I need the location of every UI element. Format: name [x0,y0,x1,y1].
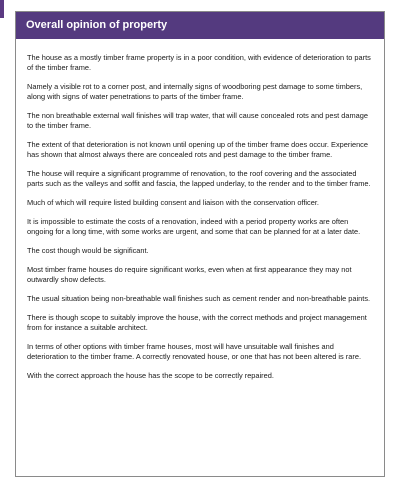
paragraph: The usual situation being non-breathable wall finishes such as cement render and non-breathable paints. [27,294,371,303]
paragraph: The house as a mostly timber frame property is in a poor condition, with evidence of deterioration to parts of the timber frame. [27,53,371,72]
paragraph: The cost though would be significant. [27,246,149,255]
paragraph: The non breathable external wall finishes will trap water, that will cause concealed rots and pest damage to the timber frame. [27,111,368,130]
section-header [16,12,384,39]
section-title: Overall opinion of property [26,19,168,31]
paragraph: The extent of that deterioration is not known until opening up of the timber frame does occur. Experience has shown that almost always there are concealed rots and pest damage to the timber frame. [27,140,368,159]
paragraph: Much of which will require listed building consent and liaison with the conservation officer. [27,198,319,207]
left-margin-accent [0,0,4,18]
paragraph: In terms of other options with timber frame houses, most will have unsuitable wall finishes and deterioration to the timber frame. A correctly renovated house, or one that has not been altered is rare. [27,342,361,361]
paragraph: With the correct approach the house has the scope to be correctly repaired. [27,371,274,380]
section-body [16,39,384,381]
paragraph: The house will require a significant programme of renovation, to the roof covering and the associated parts such as the valleys and soffit and fascia, the lapped underlay, to the render and to the timber frame. [27,169,371,188]
opinion-section [15,11,385,477]
paragraph: Most timber frame houses do require significant works, even when at first appearance they may not outwardly show defects. [27,265,352,284]
paragraph: Namely a visible rot to a corner post, and internally signs of woodboring pest damage to some timbers, along with signs of water penetrations to parts of the timber frame. [27,82,363,101]
paragraph: There is though scope to suitably improve the house, with the correct methods and project management from for instance a suitable architect. [27,313,367,332]
paragraph: It is impossible to estimate the costs of a renovation, indeed with a period property works are often ongoing for a long time, with some works are urgent, and some that can be planned for at a later date. [27,217,361,236]
